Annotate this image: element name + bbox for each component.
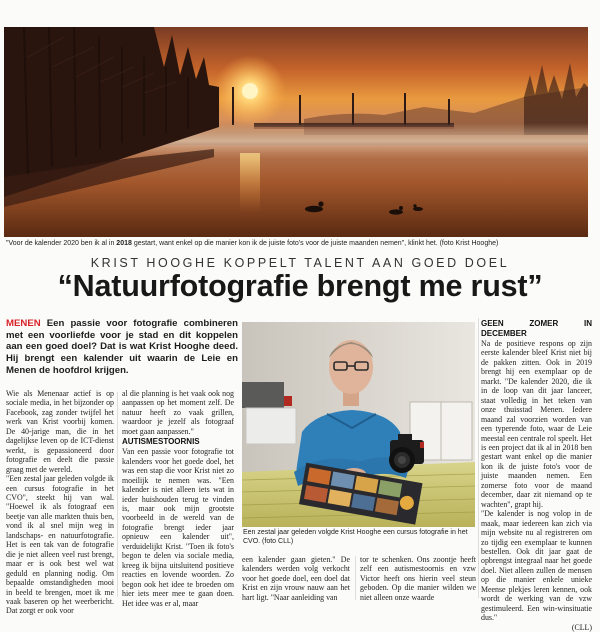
column-divider <box>355 556 356 600</box>
kicker: KRIST HOOGHE KOPPELT TALENT AAN GOED DOEL <box>90 256 510 270</box>
column-divider <box>478 318 479 598</box>
caption-year: 2018 <box>116 240 132 247</box>
paragraph: "Een zestal jaar geleden volgde ik een cursus fotografie in het CVO", steekt hij van wal. "Hoewel ik als fotograaf een beetje van alle markten thuis ben, vond ik al snel mijn weg in landschaps- en natuurfotografie. Het is een tak van de fotografie die je niet alleen veel rust brengt, maar er is ook best wel wat geduld en planning nodig. Om bepaalde omstandigheden mooi in beeld te brengen, moet ik me vaak baseren op het weerbericht. Dat zorgt er ook voor <box>6 474 114 616</box>
intro-text: Een passie voor fotografie combineren met een voorliefde voor je stad en dit koppelen aan een goed doel? Dat is wat Krist Hooghe deed. Hij brengt een kalender uit waarin de Leie en Menen de hoofdrol krijgen. <box>6 318 238 376</box>
article-column-2 <box>122 389 234 608</box>
paragraph: Van een passie voor fotografie tot kalenders voor het goede doel, het was een stap die voor Krist niet zo moeilijk te nemen was. "Een kalender is niet alleen iets wat in ieder huishouden terug te vinden is, maar ook mijn grootste voorbeeld in de wereld van de fotografie brengt ieder jaar opnieuw een kalender uit", verduidelijkt Krist. "Toen ik foto's begon te delen via sociale media, kreeg ik bijna uitsluitend positieve reacties en lovende woorden. Zo begon ook het idee te broeden om hier iets meer mee te gaan doen. Het idee was er al, maar <box>122 447 234 608</box>
portrait-caption: Een zestal jaar geleden volgde Krist Hooghe een cursus fotografie in het CVO. (foto CLL) <box>243 529 468 545</box>
article-column-5 <box>481 318 592 632</box>
paragraph: tor te schenken. Ons zoontje heeft zelf een autismestoornis en vzw Victor heeft ons hierin veel steun geboden. Op die manier wilden we niet alleen onze waarde <box>360 555 476 602</box>
subheading: GEEN ZOMER IN DECEMBER <box>481 319 592 338</box>
portrait-photo <box>242 322 475 527</box>
column-divider <box>117 392 118 597</box>
sunrise-photo <box>4 27 588 237</box>
subheading: AUTISMESTOORNIS <box>122 437 200 447</box>
paragraph: Wie als Menenaar actief is op sociale media, in het bijzonder op Facebook, zag zonder twijfel het werk van Krist voorbij komen. De 40-jarige man, die in het dagelijkse leven op de ICT-dienst werkt, is gepassioneerd door fotografie en deelt die passie graag met de wereld. <box>6 389 114 474</box>
article-column-4 <box>360 555 476 600</box>
caption-text: gestart, want enkel op die manier kon ik de juiste foto's voor de juiste maanden nemen", klinkt het. (foto Krist Hooghe) <box>131 240 499 247</box>
intro-paragraph <box>6 318 238 377</box>
article-column-3 <box>242 555 350 600</box>
author-credit: (CLL) <box>571 622 592 632</box>
paragraph: "De kalender is nog volop in de maak, maar iedereen kan zich via mijn website nu al registreren om zo tijdig een exemplaar te kunnen bestellen. Ook dit jaar gaat de opbrengst integraal naar het goede doel. Niet alleen zullen de mensen op die manier enkele unieke Meense plekjes leren kennen, ook wordt de werking van de vzw gestimuleerd. Een win-winsituatie dus." <box>481 509 592 623</box>
paragraph: al die planning is het vaak ook nog aanpassen op het moment zelf. De natuur heeft zo vaak grillen, waardoor je jezelf als fotograaf moet gaan aanpassen." <box>122 389 234 436</box>
headline: “Natuurfotografie brengt me rust” <box>57 269 543 303</box>
photo-caption <box>6 239 592 248</box>
caption-text: "Voor de kalender 2020 ben ik al in <box>6 240 117 247</box>
location-tag: MENEN <box>6 318 41 329</box>
paragraph: een kalender gaan gieten." De kalenders werden volg verkocht voor het goede doel, een doel dat Krist en zijn vrouw nauw aan het hart ligt. "Naar aanleiding van <box>242 555 350 602</box>
article-column-1 <box>6 389 114 616</box>
paragraph: Na de positieve respons op zijn eerste kalender bleef Krist niet bij de pakken zitten. Ook in 2019 brengt hij een exemplaar op de markt. "De kalender 2020, die ik in de loop van dit jaar lanceer, staat volledig in het teken van onze thuisstad Menen. Iedere maand zal voorzien worden van een typerende foto, waar de Leie meestal een centrale rol speelt. Het is een project dat ik al in 2018 ben gestart want enkel op die manier kon ik de juiste foto's voor de juiste maanden nemen. Een zomerse foto voor de maand december, daar zit niemand op te wachten", grapt hij. <box>481 339 592 509</box>
